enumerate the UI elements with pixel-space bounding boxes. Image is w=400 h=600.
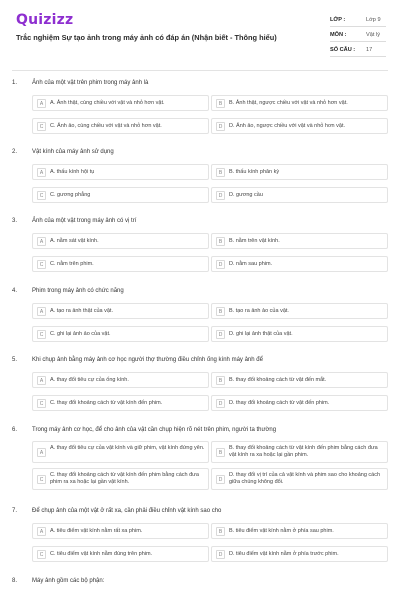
question-number: 7.: [12, 508, 18, 514]
question-number: 5.: [12, 357, 18, 363]
meta-value: Vật lý: [366, 32, 380, 38]
meta-row-subject: [330, 27, 386, 42]
option-letter: C: [37, 122, 46, 131]
option-d[interactable]: [211, 256, 388, 272]
meta-table: [330, 12, 386, 57]
header-divider: [12, 70, 388, 71]
option-d[interactable]: [211, 118, 388, 134]
quizizz-logo[interactable]: Quizizz: [16, 12, 74, 28]
option-c[interactable]: [32, 546, 209, 562]
option-d[interactable]: [211, 326, 388, 342]
option-text: D. ghi lại ảnh thật của vật.: [229, 331, 293, 337]
question-number: 8.: [12, 578, 18, 584]
option-a[interactable]: [32, 372, 209, 388]
option-letter: A: [37, 99, 46, 108]
meta-key: SỐ CÂU :: [330, 47, 356, 53]
question-text: Để chụp ảnh của một vật ở rất xa, cần phải điều chỉnh vật kính sao cho: [32, 508, 222, 514]
option-letter: C: [37, 191, 46, 200]
option-text: C. thay đổi khoảng cách từ vật kính đến phim bằng cách đưa phim ra xa hoặc lại gần vật kính.: [50, 472, 199, 485]
option-b[interactable]: [211, 233, 388, 249]
option-letter: C: [37, 475, 46, 484]
option-text: D. nằm sau phim.: [229, 261, 273, 267]
option-a[interactable]: [32, 164, 209, 180]
option-c[interactable]: [32, 187, 209, 203]
question-number: 1.: [12, 80, 18, 86]
option-a[interactable]: [32, 441, 209, 463]
question-text: Khi chụp ảnh bằng máy ảnh cơ học người thợ thường điều chỉnh ống kính máy ảnh để: [32, 357, 263, 363]
question-number: 3.: [12, 218, 18, 224]
option-b[interactable]: [211, 95, 388, 111]
question-text: Vật kính của máy ảnh sử dụng: [32, 149, 114, 155]
option-text: B. tạo ra ảnh ảo của vật.: [229, 308, 289, 314]
meta-value: Lớp 9: [366, 17, 381, 23]
option-letter: A: [37, 168, 46, 177]
meta-value: 17: [366, 47, 373, 53]
option-text: B. thay đổi khoảng cách từ vật đến mắt.: [229, 377, 327, 383]
option-d[interactable]: [211, 395, 388, 411]
option-letter: C: [37, 260, 46, 269]
option-text: A. tạo ra ảnh thật của vật.: [50, 308, 113, 314]
option-c[interactable]: [32, 395, 209, 411]
option-text: C. Ảnh ảo, cùng chiều với vật và nhỏ hơn vật.: [50, 123, 162, 129]
option-letter: B: [216, 168, 225, 177]
meta-key: MÔN :: [330, 32, 347, 38]
option-c[interactable]: [32, 326, 209, 342]
question-text: Phim trong máy ảnh có chức năng: [32, 288, 124, 294]
option-text: A. Ảnh thật, cùng chiều với vật và nhỏ hơn vật.: [50, 100, 165, 106]
option-d[interactable]: [211, 187, 388, 203]
question-number: 2.: [12, 149, 18, 155]
option-c[interactable]: [32, 256, 209, 272]
option-text: A. nằm sát vật kính.: [50, 238, 99, 244]
meta-key: LỚP :: [330, 17, 346, 23]
option-letter: D: [216, 330, 225, 339]
option-letter: B: [216, 307, 225, 316]
option-text: A. thay đổi tiêu cự của vật kính và giữ phim, vật kính đứng yên.: [50, 445, 205, 451]
option-a[interactable]: [32, 523, 209, 539]
option-text: C. tiêu điểm vật kính nằm đúng trên phim.: [50, 551, 153, 557]
question-number: 6.: [12, 427, 18, 433]
option-text: D. tiêu điểm vật kính nằm ở phía trước phim.: [229, 551, 339, 557]
option-b[interactable]: [211, 441, 388, 463]
meta-row-class: [330, 12, 386, 27]
option-letter: C: [37, 399, 46, 408]
option-letter: B: [216, 527, 225, 536]
option-letter: B: [216, 448, 225, 457]
option-letter: D: [216, 399, 225, 408]
option-letter: C: [37, 550, 46, 559]
option-text: B. Ảnh thật, ngược chiều với vật và nhỏ hơn vật.: [229, 100, 348, 106]
option-text: A. tiêu điểm vật kính nằm rất xa phim.: [50, 528, 143, 534]
question-text: Trong máy ảnh cơ học, để cho ảnh của vật cần chụp hiện rõ nét trên phim, người ta thường: [32, 427, 277, 433]
option-a[interactable]: [32, 303, 209, 319]
option-letter: A: [37, 237, 46, 246]
option-letter: A: [37, 527, 46, 536]
option-d[interactable]: [211, 546, 388, 562]
question-text: Ảnh của một vật trên phim trong máy ảnh là: [32, 80, 149, 86]
option-text: B. tiêu điểm vật kính nằm ở phía sau phim.: [229, 528, 334, 534]
option-c[interactable]: [32, 118, 209, 134]
option-letter: C: [37, 330, 46, 339]
option-text: C. gương phẳng: [50, 192, 91, 198]
option-text: A. thấu kính hội tụ: [50, 169, 95, 175]
option-letter: D: [216, 475, 225, 484]
option-letter: A: [37, 448, 46, 457]
option-text: A. thay đổi tiêu cự của ống kính.: [50, 377, 129, 383]
option-letter: B: [216, 237, 225, 246]
header: [0, 0, 400, 66]
option-text: B. thấu kính phân kỳ: [229, 169, 280, 175]
option-text: D. thay đổi khoảng cách từ vật đến phim.: [229, 400, 330, 406]
question-text: Ảnh của một vật trong máy ảnh có vị trí: [32, 218, 137, 224]
option-letter: D: [216, 260, 225, 269]
option-letter: B: [216, 376, 225, 385]
option-c[interactable]: [32, 468, 209, 490]
option-b[interactable]: [211, 523, 388, 539]
option-text: D. gương cầu: [229, 192, 263, 198]
meta-row-count: [330, 42, 386, 57]
option-text: C. nằm trên phim.: [50, 261, 94, 267]
option-letter: D: [216, 122, 225, 131]
option-text: C. thay đổi khoảng cách từ vật kính đến phim.: [50, 400, 163, 406]
option-a[interactable]: [32, 95, 209, 111]
option-b[interactable]: [211, 303, 388, 319]
option-d[interactable]: [211, 468, 388, 490]
option-b[interactable]: [211, 164, 388, 180]
option-text: B. nằm trên vật kính.: [229, 238, 280, 244]
option-text: B. thay đổi khoảng cách từ vật kính đến phim bằng cách đưa vật kính ra xa hoặc lại gần phim.: [229, 445, 378, 458]
option-text: C. ghi lại ảnh ảo của vật.: [50, 331, 111, 337]
option-letter: A: [37, 376, 46, 385]
option-b[interactable]: [211, 372, 388, 388]
option-letter: A: [37, 307, 46, 316]
option-text: D. Ảnh ảo, ngược chiều với vật và nhỏ hơn vật.: [229, 123, 346, 129]
page-title: Trắc nghiệm Sự tạo ảnh trong máy ảnh có đáp án (Nhận biết - Thông hiểu): [16, 33, 277, 42]
option-letter: B: [216, 99, 225, 108]
option-letter: D: [216, 191, 225, 200]
option-a[interactable]: [32, 233, 209, 249]
question-text: Máy ảnh gồm các bộ phận:: [32, 578, 105, 584]
option-text: D. thay đổi vị trí của cả vật kính và phim sao cho khoảng cách giữa chúng không đổi.: [229, 472, 381, 485]
option-letter: D: [216, 550, 225, 559]
question-number: 4.: [12, 288, 18, 294]
